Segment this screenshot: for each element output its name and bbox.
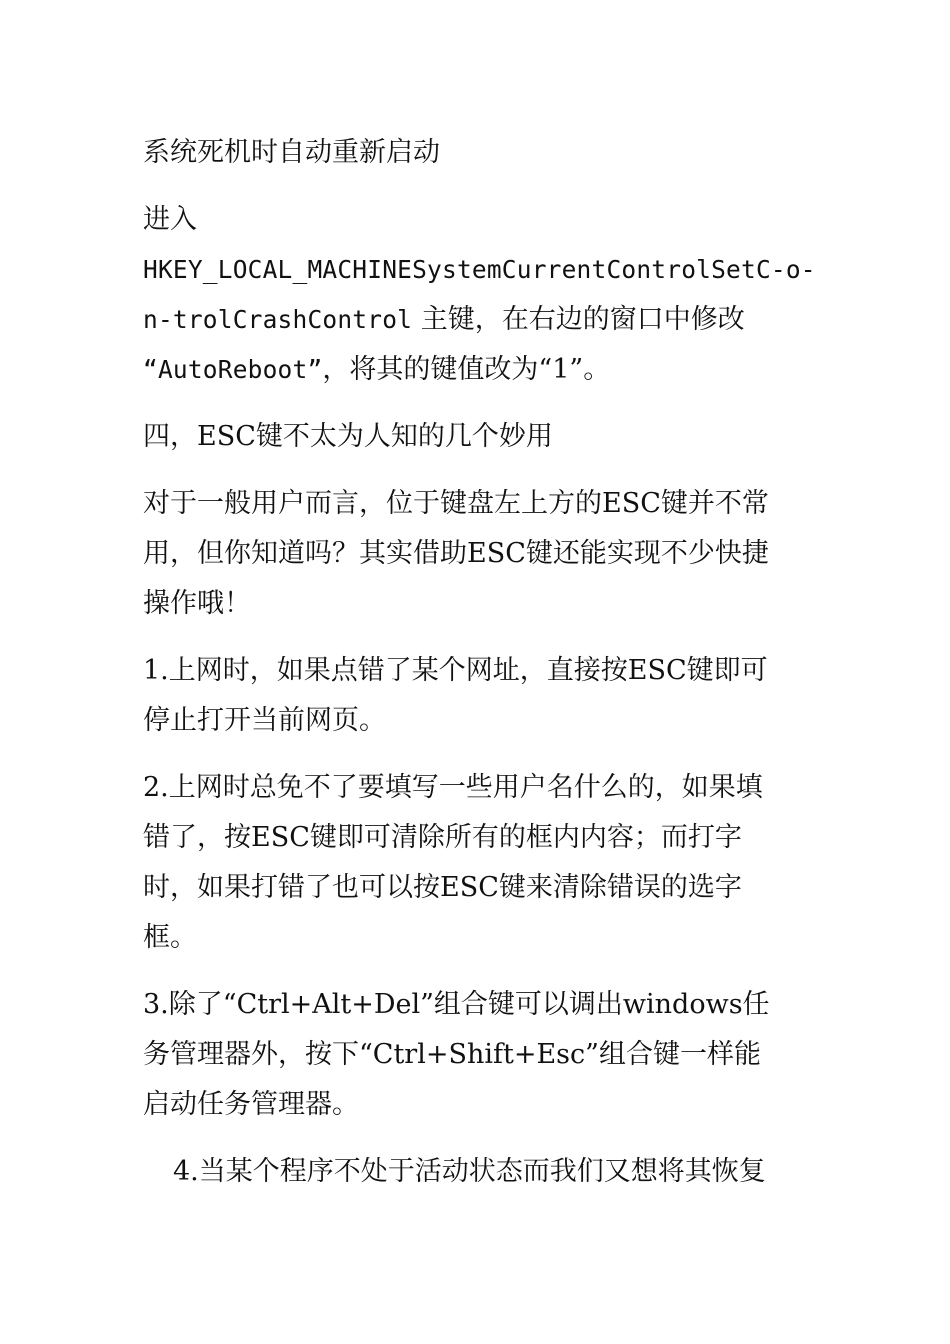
- text-line: 系统死机时自动重新启动: [143, 137, 440, 168]
- section-heading-esc: [143, 412, 808, 462]
- document-body: [143, 128, 816, 1214]
- registry-path: HKEY_LOCAL_MACHINESystemCurrentControlSetC-o-: [143, 255, 816, 284]
- text-line: 3.除了“Ctrl+Alt+Del”组合键可以调出windows任: [143, 989, 770, 1020]
- text-line: [143, 345, 808, 395]
- list-item-1: [143, 646, 808, 746]
- text-fragment: ，将其的键值改为“1”。: [322, 354, 611, 385]
- text-line: 停止打开当前网页。: [143, 705, 386, 736]
- text-line: [143, 295, 808, 345]
- text-line: 对于一般用户而言，位于键盘左上方的ESC键并不常: [143, 488, 769, 519]
- text-line: 框。: [143, 922, 197, 953]
- text-line: 错了，按ESC键即可清除所有的框内内容；而打字: [143, 822, 742, 853]
- text-line: 启动任务管理器。: [143, 1089, 359, 1120]
- registry-key-name: n-trolCrashControl: [143, 305, 413, 334]
- list-item-3: [143, 980, 808, 1130]
- text-line: 2.上网时总免不了要填写一些用户名什么的，如果填: [143, 772, 763, 803]
- text-line: 进入: [143, 204, 197, 235]
- text-fragment: 主键，在右边的窗口中修改: [412, 304, 745, 335]
- text-line: 4.当某个程序不处于活动状态而我们又想将其恢复: [173, 1156, 766, 1187]
- text-line: 时，如果打错了也可以按ESC键来清除错误的选字: [143, 872, 742, 903]
- text-line: 务管理器外，按下“Ctrl+Shift+Esc”组合键一样能: [143, 1039, 761, 1070]
- text-line: 操作哦！: [143, 588, 251, 619]
- list-item-4: [143, 1147, 808, 1197]
- paragraph-registry-instructions: [143, 195, 816, 395]
- registry-value-name: “AutoReboot”: [143, 355, 323, 384]
- text-line: 1.上网时，如果点错了某个网址，直接按ESC键即可: [143, 655, 768, 686]
- paragraph-esc-intro: [143, 479, 808, 629]
- paragraph-auto-restart-title: [143, 128, 808, 178]
- list-item-2: [143, 763, 808, 963]
- text-line: 四，ESC键不太为人知的几个妙用: [143, 421, 553, 452]
- text-line: 用，但你知道吗？其实借助ESC键还能实现不少快捷: [143, 538, 769, 569]
